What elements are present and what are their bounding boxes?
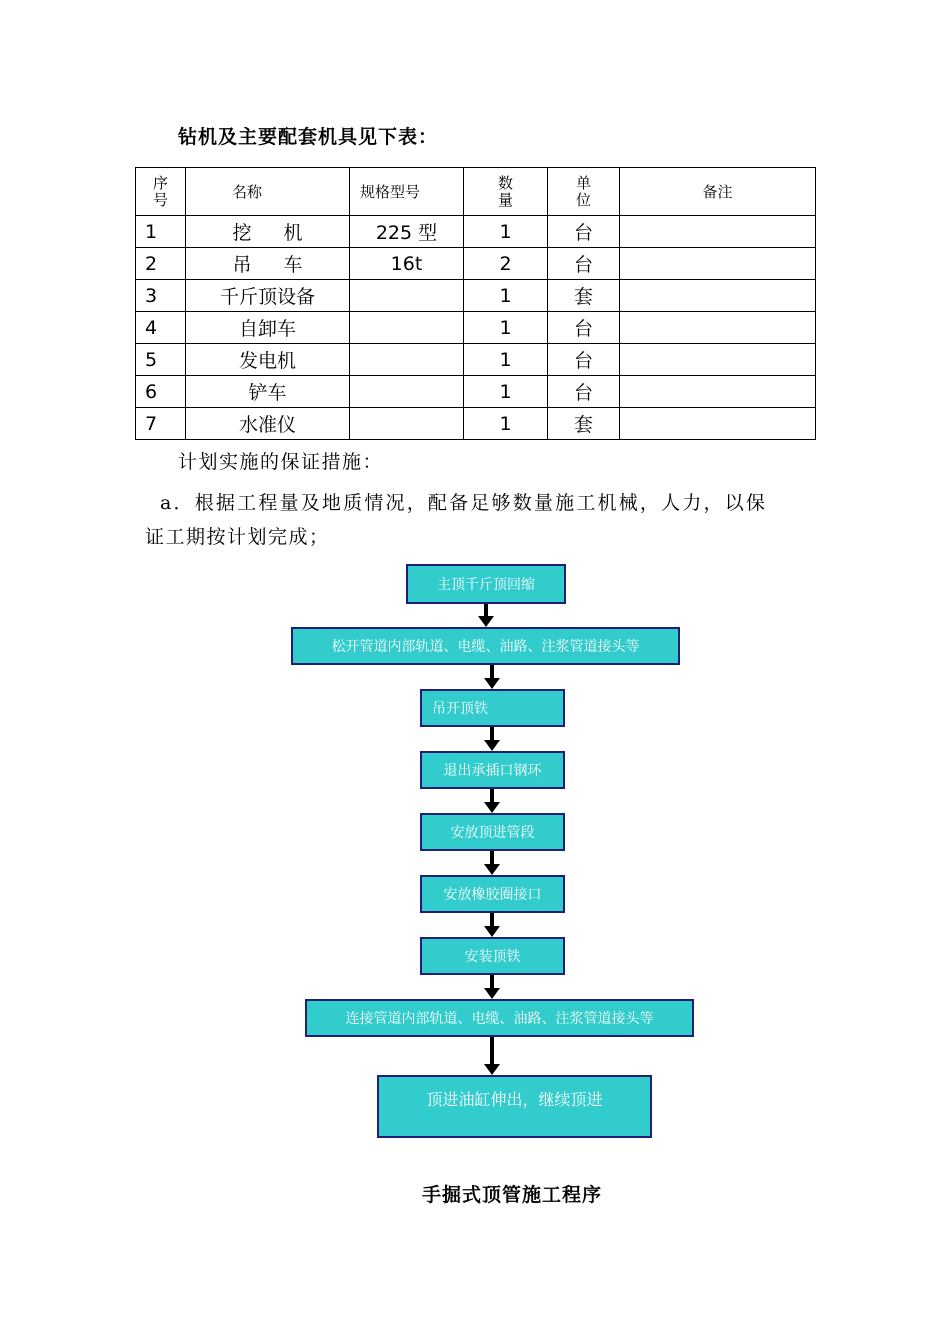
- table-row: [136, 312, 816, 344]
- cell-qty: 1: [464, 344, 548, 376]
- cell-name: 发电机: [186, 344, 350, 376]
- flow-step-7: 安装顶铁: [420, 937, 565, 975]
- cell-qty: 2: [464, 248, 548, 280]
- cell-note: [620, 216, 816, 248]
- flow-arrow-1: [484, 604, 488, 618]
- header-note: 备注: [620, 168, 816, 216]
- cell-spec: [350, 376, 464, 408]
- flow-arrow-4: [490, 789, 494, 804]
- flow-step-8: 连接管道内部轨道、电缆、油路、注浆管道接头等: [305, 999, 694, 1037]
- flow-arrow-3: [490, 727, 494, 742]
- cell-note: [620, 344, 816, 376]
- table-row: [136, 280, 816, 312]
- cell-no: 3: [136, 280, 186, 312]
- cell-unit: 台: [548, 344, 620, 376]
- cell-no: 7: [136, 408, 186, 440]
- table-row: [136, 408, 816, 440]
- flow-arrow-5: [490, 851, 494, 866]
- flow-step-2: 松开管道内部轨道、电缆、油路、注浆管道接头等: [291, 627, 680, 665]
- flow-step-1: 主顶千斤顶回缩: [406, 564, 566, 604]
- cell-no: 6: [136, 376, 186, 408]
- header-unit: 单位: [548, 168, 620, 216]
- cell-unit: 台: [548, 312, 620, 344]
- flow-step-4: 退出承插口钢环: [420, 751, 565, 789]
- cell-note: [620, 376, 816, 408]
- cell-spec: [350, 280, 464, 312]
- cell-qty: 1: [464, 280, 548, 312]
- cell-name: 铲车: [186, 376, 350, 408]
- table-row: [136, 344, 816, 376]
- cell-note: [620, 408, 816, 440]
- cell-no: 1: [136, 216, 186, 248]
- flow-arrow-2: [490, 665, 494, 680]
- cell-unit: 台: [548, 216, 620, 248]
- cell-note: [620, 312, 816, 344]
- cell-qty: 1: [464, 312, 548, 344]
- header-no: 序号: [136, 168, 186, 216]
- flow-step-6: 安放橡胶圈接口: [420, 875, 565, 913]
- cell-qty: 1: [464, 408, 548, 440]
- table-header-row: [136, 168, 816, 216]
- cell-spec: 16t: [350, 248, 464, 280]
- cell-no: 4: [136, 312, 186, 344]
- flow-arrow-6: [490, 913, 494, 928]
- header-qty: 数量: [464, 168, 548, 216]
- cell-spec: 225 型: [350, 216, 464, 248]
- paragraph-measures-heading: 计划实施的保证措施：: [178, 451, 384, 473]
- cell-unit: 套: [548, 408, 620, 440]
- flow-arrow-7: [490, 975, 494, 990]
- flow-arrow-8: [490, 1037, 494, 1066]
- cell-name: 千斤顶设备: [186, 280, 350, 312]
- table-row: [136, 248, 816, 280]
- cell-note: [620, 248, 816, 280]
- cell-spec: [350, 312, 464, 344]
- cell-note: [620, 280, 816, 312]
- flow-step-3: 吊开顶铁: [420, 689, 565, 727]
- flow-step-5: 安放顶进管段: [420, 813, 565, 851]
- cell-unit: 套: [548, 280, 620, 312]
- cell-name: 挖 机: [186, 216, 350, 248]
- paragraph-measure-a-cont: 证工期按计划完成；: [145, 526, 330, 548]
- cell-unit: 台: [548, 248, 620, 280]
- table-heading: 钻机及主要配套机具见下表：: [178, 126, 439, 148]
- header-name: 名称: [186, 168, 350, 216]
- equipment-table: [135, 167, 816, 440]
- cell-no: 5: [136, 344, 186, 376]
- table-row: [136, 376, 816, 408]
- cell-name: 水准仪: [186, 408, 350, 440]
- cell-no: 2: [136, 248, 186, 280]
- cell-unit: 台: [548, 376, 620, 408]
- cell-spec: [350, 344, 464, 376]
- cell-qty: 1: [464, 376, 548, 408]
- header-spec: 规格型号: [350, 168, 464, 216]
- cell-qty: 1: [464, 216, 548, 248]
- table-row: [136, 216, 816, 248]
- cell-name: 吊 车: [186, 248, 350, 280]
- cell-name: 自卸车: [186, 312, 350, 344]
- flow-step-9: 顶进油缸伸出，继续顶进: [377, 1075, 652, 1138]
- flowchart-title: 手掘式顶管施工程序: [421, 1184, 602, 1206]
- paragraph-measure-a: a．根据工程量及地质情况，配备足够数量施工机械，人力，以保: [160, 492, 768, 514]
- cell-spec: [350, 408, 464, 440]
